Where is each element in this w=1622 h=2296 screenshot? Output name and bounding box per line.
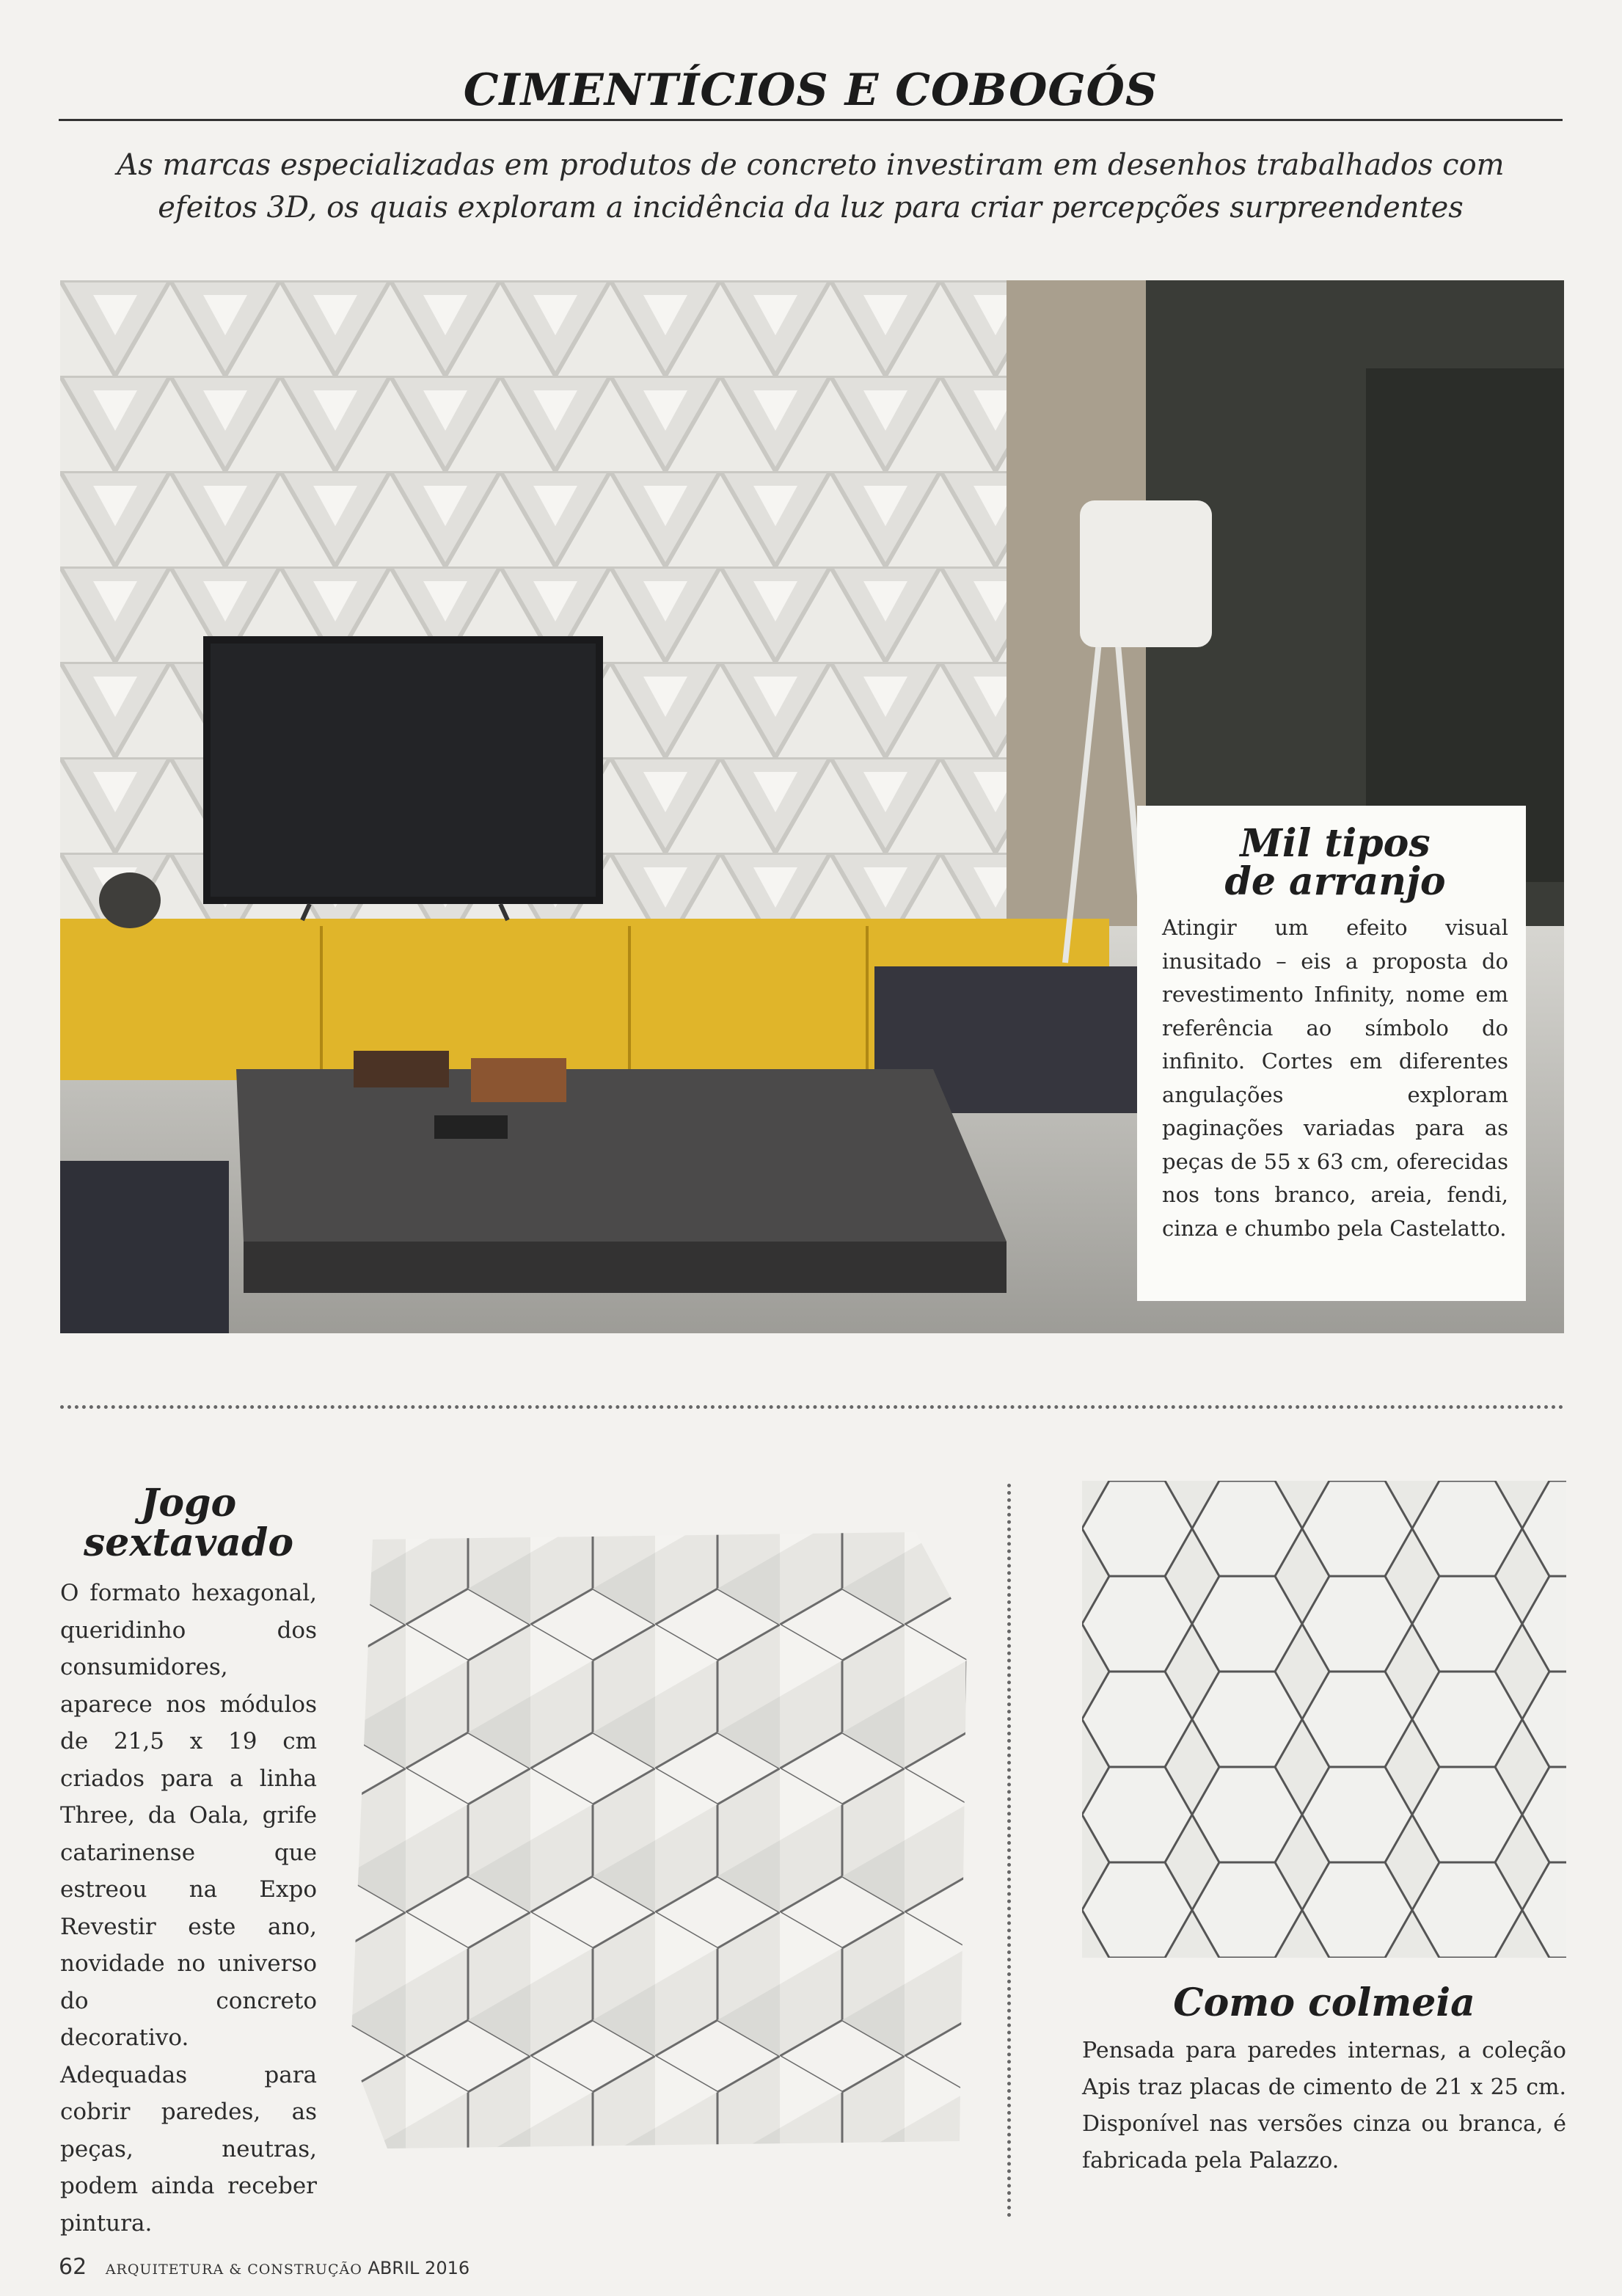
- hex-article: [60, 1481, 317, 2242]
- honey-article-title: Como colmeia: [1173, 1980, 1475, 2025]
- title-rule: [59, 119, 1563, 121]
- page-number: 62: [59, 2254, 87, 2280]
- feature-title: [1162, 821, 1508, 904]
- feature-title-line1: Mil tipos: [1240, 821, 1431, 866]
- magazine-name: ARQUITETURA & CONSTRUÇÃO: [105, 2262, 362, 2278]
- hex-title-line2: sextavado: [83, 1520, 294, 1565]
- honeycomb-illustration: [1082, 1481, 1566, 1958]
- hex-tile-photo: [343, 1481, 978, 2185]
- page-footer: [59, 2254, 470, 2280]
- feature-text: Atingir um efeito visual inusitado – eis a proposta do revestimento Infinity, nome em referência ao símbolo do infinito. Cortes em diferentes angulações exploram paginações variadas para as peças de 55 x 63 cm, oferecidas nos tons branco, areia, fendi, cinza e chumbo pela Castelatto.: [1162, 915, 1508, 1241]
- section-title: CIMENTÍCIOS E COBOGÓS: [463, 65, 1158, 116]
- hex-title-line1: Jogo: [140, 1481, 237, 1526]
- hex-article-text: O formato hexagonal, queridinho dos consumidores, aparece nos módulos de 21,5 x 19 cm criados para a linha Three, da Oala, grife catarinense que estreou na Expo Revestir este ano, novidade no universo do concreto decorativo. Adequadas para cobrir paredes, as peças, neutras, podem ainda receber pintura.: [60, 1580, 317, 2237]
- issue-date: ABRIL 2016: [368, 2258, 470, 2278]
- hex-tile-illustration: [343, 1481, 978, 2185]
- feature-title-line2: de arranjo: [1224, 859, 1446, 904]
- honeycomb-photo: [1082, 1481, 1566, 1958]
- honey-article-text: Pensada para paredes internas, a coleção Apis traz placas de cimento de 21 x 25 cm. Disponível nas versões cinza ou branca, é fabricada pela Palazzo.: [1082, 2038, 1566, 2173]
- section-divider: [60, 1405, 1564, 1409]
- honey-article: [1082, 1981, 1566, 2179]
- section-subtitle: As marcas especializadas em produtos de concreto investiram em desenhos trabalhados com efeitos 3D, os quais exploram a incidência da luz para criar percepções surpreendentes: [117, 148, 1505, 225]
- feature-box: [1137, 806, 1526, 1301]
- column-divider: [1007, 1484, 1011, 2217]
- hex-article-title: [60, 1481, 317, 1565]
